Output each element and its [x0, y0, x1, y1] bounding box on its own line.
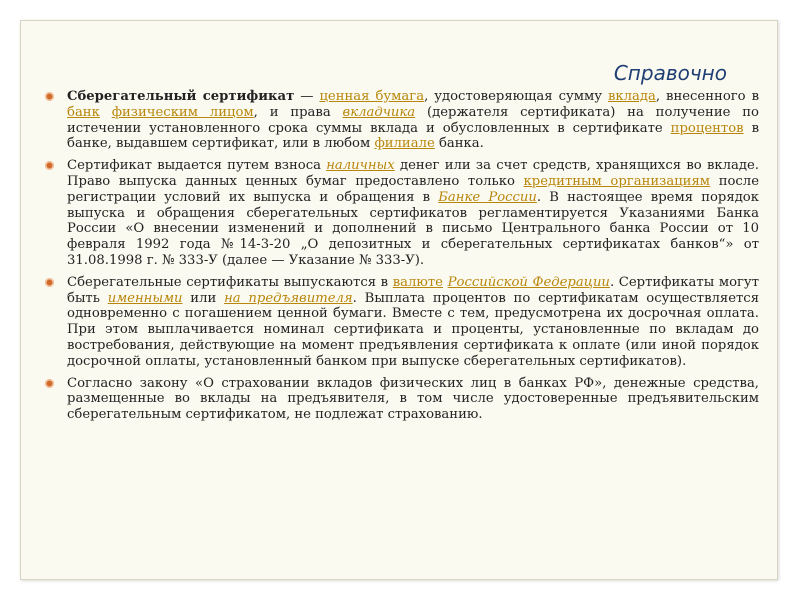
slide-content	[45, 89, 759, 429]
paragraph-4	[45, 376, 759, 423]
text: или	[182, 290, 225, 306]
link-bearer[interactable]: на предъявителя	[224, 290, 353, 306]
text: , внесенного в	[655, 89, 760, 104]
paragraph-2	[45, 158, 759, 269]
link-branch[interactable]: филиале	[374, 136, 435, 152]
link-bank[interactable]: банк	[67, 104, 100, 120]
link-individual[interactable]: физическим лицом	[111, 104, 254, 120]
text: Сберегательные сертификаты выпускаются в	[67, 274, 393, 290]
slide	[20, 20, 778, 580]
text: , удостоверяющая сумму	[424, 89, 608, 104]
bullet-icon	[45, 161, 54, 170]
bullet-icon	[45, 379, 54, 388]
link-russian-federation[interactable]: Российской Федерации	[447, 274, 610, 290]
text: . В настоящее время порядок выпуска и обращения сберегательных сертификатов регламентируется Указаниями Банка России «О внесении изменений и дополнений в письмо Центрального банка России от 10 февраля 1992 года №14-3-20 „О депозитных и сберегательных сертификатах банков“» от 31.08.1998 г. № 333-У (далее — Указание № 333-У).	[67, 189, 759, 268]
bullet-icon	[45, 278, 54, 287]
text: Сертификат выдается путем взноса	[67, 158, 327, 174]
paragraph-3	[45, 275, 759, 370]
text: —	[294, 89, 320, 104]
text	[100, 105, 112, 120]
link-depositor[interactable]: вкладчика	[342, 104, 416, 120]
link-credit-organizations[interactable]: кредитным организациям	[523, 173, 711, 189]
text: денег или за счет средств, хранящихся во вкладе. Право выпуска данных ценных бумаг предоставлено только	[67, 158, 759, 189]
bullet-icon	[45, 92, 54, 101]
text: , и права	[253, 104, 343, 120]
term-certificate: Сберегательный сертификат	[67, 89, 295, 104]
link-security[interactable]: ценная бумага	[319, 89, 425, 104]
text: (держателя сертификата) на получение по истечении установленного срока суммы вклада и обусловленных в сертификате	[67, 104, 759, 136]
link-cash[interactable]: наличных	[326, 158, 395, 174]
text: в банке, выдавшем сертификат, или в любом	[67, 120, 759, 152]
text: . Сертификаты могут быть	[67, 274, 759, 306]
text: банка.	[434, 136, 484, 152]
text: после регистрации условий их выпуска и обращения в	[67, 173, 759, 205]
text: Согласно закону «О страховании вкладов физических лиц в банках РФ», денежные средства, размещенные во вклады на предъявителя, в том числе удостоверенные предъявительским сберегательным сертификатом, не подлежат страхованию.	[67, 375, 759, 423]
link-deposit[interactable]: вклада	[607, 89, 656, 104]
text: . Выплата процентов по сертификатам осуществляется одновременно с погашением ценной бумаги. Вместе с тем, предусмотрена их досрочная оплата. При этом выплачивается номинал сертификата и проценты, установленные по вкладам до востребования, действующие на момент предъявления сертификата к оплате (или иной порядок досрочной оплаты, установленный банком при выпуске сберегательных сертификатов).	[67, 290, 760, 369]
paragraph-1	[45, 89, 759, 152]
link-currency[interactable]: валюте	[392, 274, 443, 290]
link-registered[interactable]: именными	[107, 290, 183, 306]
link-bank-of-russia[interactable]: Банке России	[438, 189, 537, 205]
slide-title: Справочно	[613, 61, 727, 85]
link-interest[interactable]: процентов	[670, 120, 744, 136]
